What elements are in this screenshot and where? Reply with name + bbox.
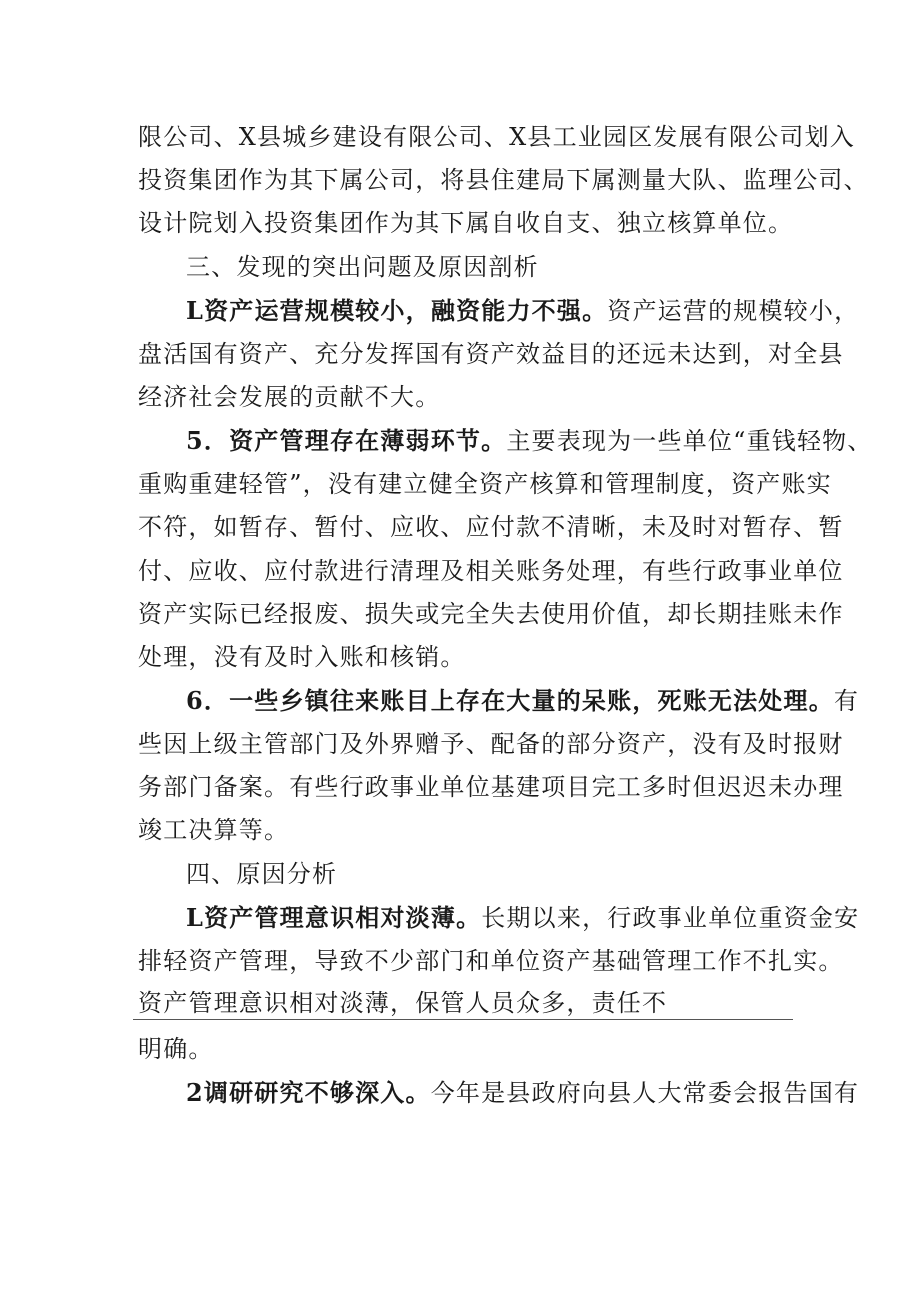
paragraph-item-1-line-1	[186, 294, 860, 328]
item-1-heading: L资产运营规模较小，融资能力不强。	[186, 296, 608, 325]
text-line-17: 竣工决算等。	[138, 816, 290, 844]
section-heading-4: 四、原因分析	[186, 860, 338, 888]
cause-1-heading: L资产管理意识相对淡薄。	[186, 903, 482, 932]
text-line-22: 明确。	[138, 1035, 214, 1063]
text-line-21: 资产管理意识相对淡薄，保管人员众多，责任不	[138, 989, 668, 1017]
text-line-1: 限公司、X县城乡建设有限公司、X县工业园区发展有限公司划入	[138, 123, 855, 151]
paragraph-item-6-line-1	[186, 684, 860, 718]
section-heading-3: 三、发现的突出问题及原因剖析	[186, 253, 539, 281]
text-line-12: 资产实际已经报废、损失或完全失去使用价值，却长期挂账未作	[138, 600, 844, 628]
paragraph-cause-1-line-1	[186, 901, 860, 935]
text-line-16: 务部门备案。有些行政事业单位基建项目完工多时但迟迟未办理	[138, 773, 844, 801]
cause-1-text: 长期以来，行政事业单位重资金安	[481, 904, 860, 932]
text-line-10: 不符，如暂存、暂付、应收、应付款不清晰，未及时对暂存、暂	[138, 513, 844, 541]
text-line-11: 付、应收、应付款进行清理及相关账务处理，有些行政事业单位	[138, 557, 844, 585]
text-line-20: 排轻资产管理，导致不少部门和单位资产基础管理工作不扎实。	[138, 947, 844, 975]
text-line-2: 投资集团作为其下属公司，将县住建局下属测量大队、监理公司、	[138, 166, 869, 194]
paragraph-cause-2-line-1	[186, 1076, 860, 1110]
item-6-heading: 6．一些乡镇往来账目上存在大量的呆账，死账无法处理。	[186, 686, 834, 715]
item-5-heading: 5．资产管理存在薄弱环节。	[186, 426, 507, 455]
text-line-9: 重购重建轻管”，没有建立健全资产核算和管理制度，资产账实	[138, 470, 832, 498]
text-line-15: 些因上级主管部门及外界赠予、配备的部分资产，没有及时报财	[138, 730, 844, 758]
item-5-text: 主要表现为一些单位“重钱轻物、	[506, 427, 873, 455]
item-1-text: 资产运营的规模较小，	[607, 297, 860, 325]
cause-2-text: 今年是县政府向县人大常委会报告国有	[430, 1079, 860, 1107]
text-line-6: 盘活国有资产、充分发挥国有资产效益目的还远未达到，对全县	[138, 340, 844, 368]
text-line-3: 设计院划入投资集团作为其下属自收自支、独立核算单位。	[138, 209, 794, 237]
paragraph-item-5-line-1	[186, 424, 873, 458]
cause-2-heading: 2调研研究不够深入。	[186, 1078, 431, 1107]
text-line-13: 处理，没有及时入账和核销。	[138, 643, 466, 671]
item-6-text: 有	[833, 687, 860, 715]
page-divider-line	[133, 1019, 793, 1020]
text-line-7: 经济社会发展的贡献不大。	[138, 383, 441, 411]
